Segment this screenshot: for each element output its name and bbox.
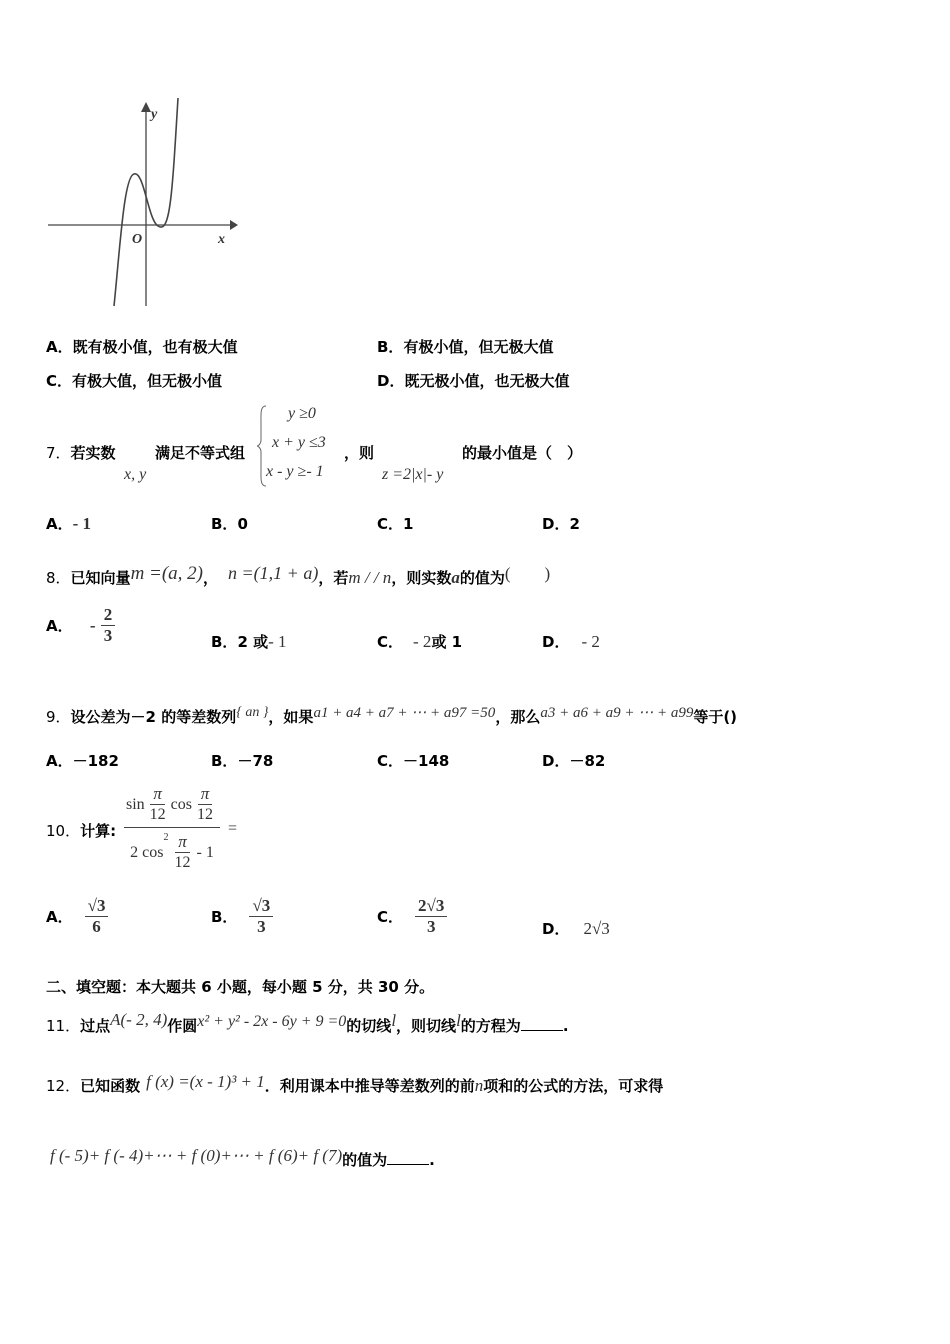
q8-option-c: C． - 2或 1: [377, 632, 463, 651]
q7-stem: 7．若实数: [46, 444, 116, 462]
section-2-heading: 二、填空题：本大题共 6 小题，每小题 5 分，共 30 分。: [46, 978, 435, 996]
q10-stem: 10．计算:: [46, 822, 117, 840]
q6-option-c: C．有极大值，但无极小值: [46, 372, 223, 390]
y-axis-arrow: [141, 102, 151, 112]
q7-option-b: B．0: [211, 515, 248, 533]
q7-option-d: D．2: [542, 515, 580, 533]
q11-answer-blank[interactable]: [521, 1016, 563, 1031]
q7-z: z =2|x|- y: [382, 466, 444, 483]
q10-option-a: A． $\frac{√3}{6}$: [46, 896, 108, 937]
q9-option-a: A．－182: [46, 752, 119, 770]
q7-option-c: C．1: [377, 515, 414, 533]
q7-vars: x, y: [124, 466, 147, 483]
q7-t2: 满足不等式组: [155, 444, 246, 462]
q8-option-a: A． - $\frac{2}{3}$: [46, 605, 115, 646]
q9-option-b: B．－78: [211, 752, 274, 770]
q8-stem: 8．已知向量m =(a, 2)， n =(1,1 + a)，若m / / n，则实数a的值为( ): [46, 563, 551, 587]
q11-stem: 11．过点A(- 2, 4)作圆x² + y² - 2x - 6y + 9 =0的切线l，则切线l的方程为 .: [46, 1010, 569, 1035]
q12-stem: 12．已知函数 f (x) =(x - 1)³ + 1．利用课本中推导等差数列的前n项和的公式的方法，可求得: [46, 1072, 664, 1095]
q10-option-b: B． $\frac{√3}{3}$: [211, 896, 273, 937]
y-axis-label: y: [151, 107, 158, 122]
q8-option-b: B．2 或- 1: [211, 632, 287, 651]
q12-sum-line: f (- 5)+ f (- 4)+⋯ + f (0)+⋯ + f (6)+ f (7)的值为 .: [50, 1146, 435, 1169]
q10-option-c: C． $\frac{2√3}{3}$: [377, 896, 447, 937]
origin-label: O: [132, 232, 143, 247]
q7-sys1: y ≥0: [288, 405, 316, 422]
q7-t4: 的最小值是（ ）: [462, 444, 583, 462]
q7-t3: ，则: [344, 444, 375, 462]
q7-option-a: A．- 1: [46, 514, 92, 533]
q6-option-b: B．有极小值，但无极大值: [377, 338, 554, 356]
q9-option-c: C．－148: [377, 752, 450, 770]
q10-expression: sin $\frac{\pi}{12}$ cos $\frac{\pi}{12}$ 2 cos 2 $\frac{\pi}{12}$ - 1 =: [126, 784, 238, 871]
q8-option-d: D． - 2: [542, 632, 600, 651]
q10-option-d: D． 2√3: [542, 919, 610, 938]
function-graph: [44, 98, 254, 310]
q6-option-d: D．既无极小值，也无极大值: [377, 372, 570, 390]
q7-sys3: x - y ≥- 1: [266, 463, 324, 480]
q12-answer-blank[interactable]: [387, 1150, 429, 1165]
q9-stem: 9．设公差为－2 的等差数列{ an }，如果a1 + a4 + a7 + ⋯ + a97 =50，那么a3 + a6 + a9 + ⋯ + a99等于(): [46, 705, 738, 726]
x-axis-arrow: [230, 220, 238, 230]
q9-option-d: D．－82: [542, 752, 606, 770]
x-axis-label: x: [218, 232, 225, 247]
q8-option-a-fraction: $\frac{2}{3}$: [101, 605, 116, 646]
q6-option-a: A．既有极小值，也有极大值: [46, 338, 238, 356]
q7-sys2: x + y ≤3: [272, 434, 326, 451]
